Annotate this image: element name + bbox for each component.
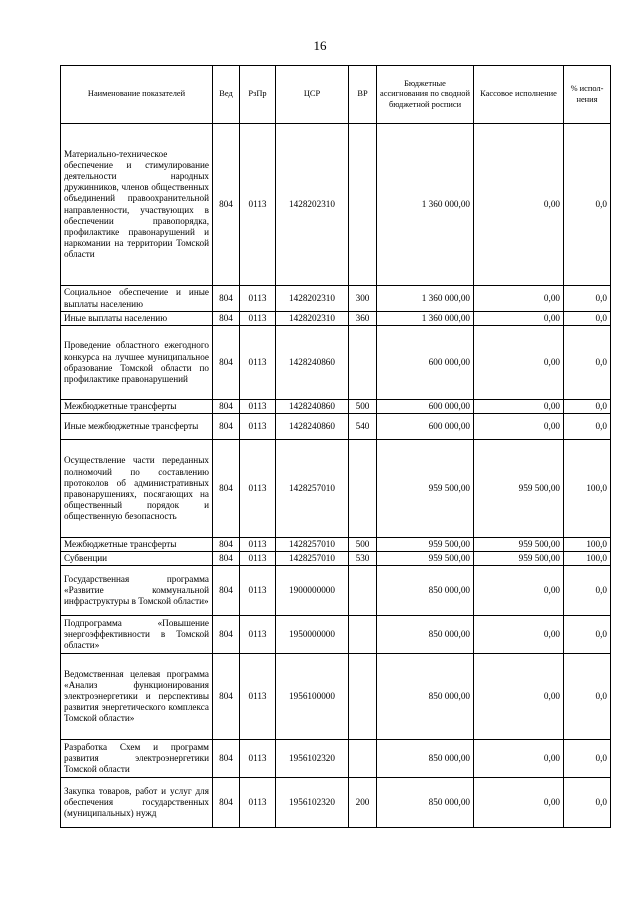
row-percent: 0,0 (564, 312, 611, 326)
row-vr: 360 (349, 312, 377, 326)
row-ved: 804 (213, 740, 240, 778)
row-rzpr: 0113 (240, 312, 276, 326)
row-rzpr: 0113 (240, 414, 276, 440)
row-assigned: 850 000,00 (377, 566, 474, 616)
row-assigned: 600 000,00 (377, 326, 474, 400)
row-csr: 1956102320 (276, 778, 349, 828)
row-rzpr: 0113 (240, 124, 276, 286)
table-body (61, 124, 611, 828)
row-name: Иные выплаты населению (61, 312, 213, 326)
row-vr: 540 (349, 414, 377, 440)
row-assigned: 959 500,00 (377, 538, 474, 552)
row-vr (349, 440, 377, 538)
row-vr (349, 654, 377, 740)
row-percent: 0,0 (564, 740, 611, 778)
row-vr (349, 326, 377, 400)
budget-execution-table (60, 65, 611, 828)
row-assigned: 959 500,00 (377, 552, 474, 566)
header-name: Наименование показателей (61, 66, 213, 124)
row-percent: 0,0 (564, 778, 611, 828)
row-executed: 0,00 (474, 400, 564, 414)
row-percent: 0,0 (564, 654, 611, 740)
row-ved: 804 (213, 124, 240, 286)
row-percent: 100,0 (564, 552, 611, 566)
row-ved: 804 (213, 312, 240, 326)
row-ved: 804 (213, 414, 240, 440)
row-assigned: 850 000,00 (377, 654, 474, 740)
table-row (61, 326, 611, 400)
row-vr: 200 (349, 778, 377, 828)
page-number: 16 (313, 38, 327, 53)
row-ved: 804 (213, 538, 240, 552)
row-name: Материально-техническое обеспечение и стимулирование деятельности народных дружинников, членов общественных объединений правоохранительной направленности, участвующих в обеспечении правопорядка, профилактике правонарушений и наркомании на территории Томской области (61, 124, 213, 286)
row-csr: 1428240860 (276, 326, 349, 400)
row-assigned: 959 500,00 (377, 440, 474, 538)
row-csr: 1900000000 (276, 566, 349, 616)
row-assigned: 850 000,00 (377, 616, 474, 654)
row-assigned: 1 360 000,00 (377, 312, 474, 326)
row-rzpr: 0113 (240, 654, 276, 740)
row-name: Межбюджетные трансферты (61, 538, 213, 552)
row-name: Осуществление части переданных полномочий по составлению протоколов об административных правонарушениях, посягающих на общественный порядок и общественную безопасность (61, 440, 213, 538)
row-executed: 959 500,00 (474, 538, 564, 552)
table-header-row (61, 66, 611, 124)
row-csr: 1428257010 (276, 440, 349, 538)
row-csr: 1428202310 (276, 124, 349, 286)
row-rzpr: 0113 (240, 400, 276, 414)
row-rzpr: 0113 (240, 286, 276, 312)
table-row (61, 566, 611, 616)
header-assigned: Бюджетные ассигнования по сводной бюджетной росписи (377, 66, 474, 124)
row-ved: 804 (213, 778, 240, 828)
row-executed: 0,00 (474, 740, 564, 778)
row-csr: 1950000000 (276, 616, 349, 654)
row-name: Закупка товаров, работ и услуг для обеспечения государственных (муниципальных) нужд (61, 778, 213, 828)
row-rzpr: 0113 (240, 326, 276, 400)
row-rzpr: 0113 (240, 440, 276, 538)
row-percent: 0,0 (564, 566, 611, 616)
row-rzpr: 0113 (240, 538, 276, 552)
row-name: Межбюджетные трансферты (61, 400, 213, 414)
row-name: Государственная программа «Развитие коммунальной инфраструктуры в Томской области» (61, 566, 213, 616)
header-rzpr: РзПр (240, 66, 276, 124)
row-vr (349, 616, 377, 654)
row-csr: 1428240860 (276, 400, 349, 414)
row-executed: 0,00 (474, 654, 564, 740)
row-ved: 804 (213, 552, 240, 566)
table-row (61, 538, 611, 552)
row-vr: 530 (349, 552, 377, 566)
header-percent: % испол-нения (564, 66, 611, 124)
row-name: Субвенции (61, 552, 213, 566)
header-csr: ЦСР (276, 66, 349, 124)
table-row (61, 440, 611, 538)
row-percent: 0,0 (564, 326, 611, 400)
row-assigned: 600 000,00 (377, 400, 474, 414)
header-executed: Кассовое исполнение (474, 66, 564, 124)
row-ved: 804 (213, 400, 240, 414)
row-executed: 0,00 (474, 566, 564, 616)
row-executed: 0,00 (474, 616, 564, 654)
row-vr: 300 (349, 286, 377, 312)
row-assigned: 600 000,00 (377, 414, 474, 440)
row-executed: 0,00 (474, 312, 564, 326)
table-row (61, 414, 611, 440)
table-row (61, 740, 611, 778)
table-row (61, 654, 611, 740)
row-ved: 804 (213, 440, 240, 538)
row-csr: 1428240860 (276, 414, 349, 440)
row-rzpr: 0113 (240, 740, 276, 778)
row-rzpr: 0113 (240, 616, 276, 654)
row-percent: 0,0 (564, 616, 611, 654)
row-vr (349, 124, 377, 286)
row-csr: 1428257010 (276, 552, 349, 566)
row-csr: 1956100000 (276, 654, 349, 740)
row-rzpr: 0113 (240, 566, 276, 616)
header-ved: Вед (213, 66, 240, 124)
row-executed: 0,00 (474, 124, 564, 286)
row-vr (349, 740, 377, 778)
row-name: Социальное обеспечение и иные выплаты населению (61, 286, 213, 312)
table-row (61, 286, 611, 312)
row-ved: 804 (213, 566, 240, 616)
table-row (61, 778, 611, 828)
row-percent: 100,0 (564, 440, 611, 538)
row-percent: 0,0 (564, 124, 611, 286)
table-row (61, 552, 611, 566)
row-ved: 804 (213, 654, 240, 740)
row-assigned: 1 360 000,00 (377, 124, 474, 286)
row-rzpr: 0113 (240, 552, 276, 566)
row-ved: 804 (213, 616, 240, 654)
row-csr: 1428202310 (276, 286, 349, 312)
row-name: Разработка Схем и программ развития электроэнергетики Томской области (61, 740, 213, 778)
row-executed: 0,00 (474, 286, 564, 312)
row-csr: 1428257010 (276, 538, 349, 552)
row-csr: 1956102320 (276, 740, 349, 778)
row-ved: 804 (213, 286, 240, 312)
table-row (61, 616, 611, 654)
row-percent: 0,0 (564, 286, 611, 312)
table-row (61, 312, 611, 326)
row-executed: 0,00 (474, 326, 564, 400)
table-row (61, 400, 611, 414)
row-ved: 804 (213, 326, 240, 400)
row-vr: 500 (349, 538, 377, 552)
row-executed: 959 500,00 (474, 552, 564, 566)
row-name: Подпрограмма «Повышение энергоэффективности в Томской области» (61, 616, 213, 654)
row-assigned: 850 000,00 (377, 778, 474, 828)
row-name: Проведение областного ежегодного конкурса на лучшее муниципальное образование Томской области по профилактике правонарушений (61, 326, 213, 400)
row-percent: 0,0 (564, 400, 611, 414)
row-percent: 100,0 (564, 538, 611, 552)
row-executed: 959 500,00 (474, 440, 564, 538)
row-name: Ведомственная целевая программа «Анализ функционирования электроэнергетики и перспективы развития энергетического комплекса Томской области» (61, 654, 213, 740)
row-assigned: 1 360 000,00 (377, 286, 474, 312)
row-name: Иные межбюджетные трансферты (61, 414, 213, 440)
row-executed: 0,00 (474, 414, 564, 440)
row-vr (349, 566, 377, 616)
row-csr: 1428202310 (276, 312, 349, 326)
row-rzpr: 0113 (240, 778, 276, 828)
row-assigned: 850 000,00 (377, 740, 474, 778)
row-percent: 0,0 (564, 414, 611, 440)
table-row (61, 124, 611, 286)
row-executed: 0,00 (474, 778, 564, 828)
row-vr: 500 (349, 400, 377, 414)
header-vr: ВР (349, 66, 377, 124)
